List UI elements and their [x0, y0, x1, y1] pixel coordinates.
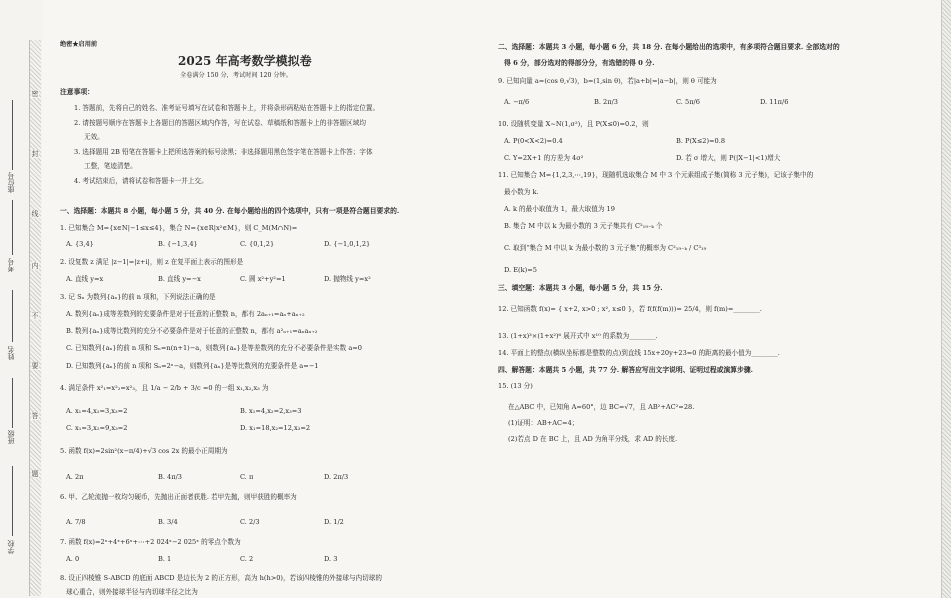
question-1: 1. 已知集合 M={x∈N|−1≤x≤4}，集合 N={x∈R|x²∈M}，则 C_M(M∩N)= — [60, 224, 298, 232]
option: B. 直线 y=−x — [158, 275, 201, 283]
question-5: 5. 函数 f(x)=2sin²(x−π/4)+√3 cos 2x 的最小正周期为 — [60, 447, 228, 455]
binding-margin — [0, 0, 42, 598]
question-13: 13. (1+x)³×(1+x²)⁶ 展开式中 x¹⁰ 的系数为________. — [498, 332, 658, 340]
option: C. 2 — [240, 555, 254, 563]
option: D. 已知数列{aₙ}的前 n 项和 Sₙ=2ⁿ−a，则数列{aₙ}是等比数列的充要条件是 a=−1 — [66, 362, 319, 370]
question-15-stem: 在△ABC 中，已知角 A=60°，边 BC=√7，且 AB²+AC²=28. — [508, 403, 695, 411]
seal-word: 要 — [31, 362, 39, 370]
note-item: 工整，笔迹清楚。 — [84, 162, 137, 170]
option: A. 数列{aₙ}成等差数列的充要条件是对于任意的正整数 n，都有 2aₙ₊₁=aₙ+aₙ₊₂ — [66, 310, 305, 318]
question-7: 7. 函数 f(x)=2ˣ+4ˣ+6ˣ+⋯+2 024ˣ−2 025ˣ 的零点个数为 — [60, 538, 241, 546]
field-line — [12, 290, 13, 342]
note-item: 4. 考试结束后，请将试卷和答题卡一并上交。 — [74, 177, 208, 185]
question-14: 14. 平面上的整点(横纵坐标都是整数的点)到直线 15x+20y+23=0 的距离的最小值为________. — [498, 349, 780, 357]
section-heading: 四、解答题：本题共 5 小题，共 77 分. 解答应写出文字说明、证明过程或演算步骤. — [498, 366, 754, 374]
seal-word: 密 — [31, 90, 39, 98]
question-15: 15. (13 分) — [498, 382, 533, 390]
option: B. P(X≤2)=0.8 — [676, 137, 726, 145]
option: D. 2π/3 — [324, 473, 349, 481]
field-line — [12, 200, 13, 255]
section-heading: 一、选择题：本题共 8 小题，每小题 5 分，共 40 分. 在每小题给出的四个选项中，只有一项是符合题目要求的. — [60, 207, 400, 215]
option: B. 4π/3 — [158, 473, 182, 481]
field-line — [12, 378, 13, 428]
option: D. 3 — [324, 555, 338, 563]
option: B. 3/4 — [158, 518, 178, 526]
option: A. 2π — [66, 473, 84, 481]
option: B. 1 — [158, 555, 172, 563]
question-9: 9. 已知向量 a=(cos θ,√3)，b=(1,sin θ)，若|a+b|=|a−b|，则 θ 可能为 — [498, 77, 717, 85]
option: A. k 的最小取值为 1，最大取值为 19 — [504, 205, 615, 213]
option: A. 7/8 — [66, 518, 86, 526]
seal-word: 封 — [31, 150, 39, 158]
option: D. E(k)=5 — [504, 266, 537, 274]
option: D. 若 σ 增大，则 P(|X−1|<1)增大 — [676, 154, 781, 162]
question-11-cont: 最小数为 k. — [504, 188, 539, 196]
field-seat-number: 座位号 — [7, 172, 15, 193]
question-11: 11. 已知集合 M={1,2,3,⋯,19}，现随机选取集合 M 中 3 个元素组成子集(简称 3 元子集)，记该子集中的 — [498, 171, 814, 179]
option: D. 1/2 — [324, 518, 344, 526]
seal-word: 题 — [31, 470, 39, 478]
question-4: 4. 满足条件 x²₁=x²₂=x²₃，且 1/a − 2/b + 3/c =0 的一组 x₁,x₂,x₃ 为 — [60, 384, 269, 392]
field-school: 学校 — [7, 540, 15, 554]
option: D. 抛物线 y=x² — [324, 275, 371, 283]
option: D. x₁=18,x₂=12,x₃=2 — [240, 424, 311, 432]
question-2: 2. 设复数 z 满足 |z−1|=|z+i|，则 z 在复平面上表示的图形是 — [60, 258, 244, 266]
option: A. P(0<X<2)=0.4 — [504, 137, 563, 145]
section-heading: 三、填空题：本题共 3 小题，每小题 5 分，共 15 分. — [498, 284, 663, 292]
option: B. 数列{aₙ}成等比数列的充分不必要条件是对于任意的正整数 n，都有 a²ₙ₊₁=aₙaₙ₊₂ — [66, 327, 318, 335]
right-edge-strip — [941, 0, 951, 598]
option: C. {0,1,2} — [240, 240, 275, 248]
note-item: 2. 请按题号顺序在答题卡上各题目的答题区域内作答，写在试卷、草稿纸和答题卡上的非答题区域均 — [74, 119, 366, 127]
page-title: 2025 年高考数学模拟卷 — [178, 54, 312, 68]
option: B. x₁=4,x₂=2,x₃=3 — [240, 407, 302, 415]
field-exam-number: 考号 — [7, 258, 15, 272]
question-6: 6. 甲、乙轮流抛一枚均匀硬币，先抛出正面者获胜. 若甲先抛，则甲获胜的概率为 — [60, 493, 297, 501]
option: B. 集合 M 中以 k 为最小数的 3 元子集共有 C²₁₉₋ₖ 个 — [504, 222, 663, 230]
question-12: 12. 已知函数 f(x)= { x+2, x>0 ; x², x≤0 }，若 f(f(f(m)))= 25/4，则 f(m)=________. — [498, 305, 762, 313]
field-line — [12, 100, 13, 170]
notes-heading: 注意事项： — [60, 88, 94, 96]
option: C. x₁=3,x₂=9,x₃=2 — [66, 424, 128, 432]
option: D. 11π/6 — [760, 98, 789, 106]
option: A. {3,4} — [66, 240, 94, 248]
field-name: 姓名 — [7, 346, 15, 360]
seal-word: 内 — [31, 262, 39, 270]
option: C. Y=2X+1 的方差为 4σ² — [504, 154, 584, 162]
seal-word: 线 — [31, 210, 39, 218]
field-class: 班级 — [7, 430, 15, 444]
section-heading-cont: 得 6 分，部分选对的得部分分，有选错的得 0 分. — [504, 59, 655, 67]
seal-word: 答 — [31, 412, 39, 420]
option: A. 0 — [66, 555, 80, 563]
question-3: 3. 记 Sₙ 为数列{aₙ}的前 n 项和，下列说法正确的是 — [60, 293, 216, 301]
option: D. {−1,0,1,2} — [324, 240, 371, 248]
option: B. {−1,3,4} — [158, 240, 198, 248]
option: C. 2/3 — [240, 518, 260, 526]
question-15-part2: (2)若点 D 在 BC 上，且 AD 为角平分线，求 AD 的长度. — [508, 435, 678, 443]
option: C. 5π/6 — [676, 98, 700, 106]
note-item: 3. 选择题用 2B 铅笔在答题卡上把所选答案的标号涂黑；非选择题用黑色签字笔在答题卡上作答；字体 — [74, 148, 373, 156]
question-8-cont: 球心重合，则外接球半径与内切球半径之比为 — [66, 588, 198, 596]
option: C. 圆 x²+y²=1 — [240, 275, 286, 283]
question-10: 10. 设随机变量 X~N(1,σ²)，且 P(X≤0)=0.2，则 — [498, 120, 649, 128]
note-item: 1. 答题前，先将自己的姓名、准考证号填写在试卷和答题卡上，并将条形码粘贴在答题卡上的指定位置。 — [74, 104, 380, 112]
question-8: 8. 设正四棱锥 S-ABCD 的底面 ABCD 是边长为 2 的正方形，高为 h(h>0)，若该四棱锥的外接球与内切球的 — [60, 574, 382, 582]
option: A. x₁=4,x₂=3,x₃=2 — [66, 407, 128, 415]
option: A. −π/6 — [504, 98, 530, 106]
section-heading: 二、选择题：本题共 3 小题，每小题 6 分，共 18 分. 在每小题给出的选项中，有多项符合题目要求. 全部选对的 — [498, 43, 840, 51]
note-item: 无效。 — [84, 133, 104, 141]
seal-word: 不 — [31, 312, 39, 320]
option: A. 直线 y=x — [66, 275, 104, 283]
secret-label: 绝密★启用前 — [60, 41, 98, 48]
field-line — [12, 466, 13, 536]
option: C. 已知数列{aₙ}的前 n 项和 Sₙ=n(n+1)−a，则数列{aₙ}是等差数列的充分不必要条件是实数 a=0 — [66, 344, 362, 352]
option: B. 2π/3 — [594, 98, 618, 106]
option: C. 取到“集合 M 中以 k 为最小数的 3 元子集”的概率为 C²₁₉₋ₖ / C³₁₉ — [504, 244, 707, 252]
question-15-part1: (1)证明：AB+AC=4； — [508, 419, 579, 427]
option: C. π — [240, 473, 254, 481]
page-subtitle: 全卷满分 150 分，考试时间 120 分钟。 — [180, 72, 292, 79]
